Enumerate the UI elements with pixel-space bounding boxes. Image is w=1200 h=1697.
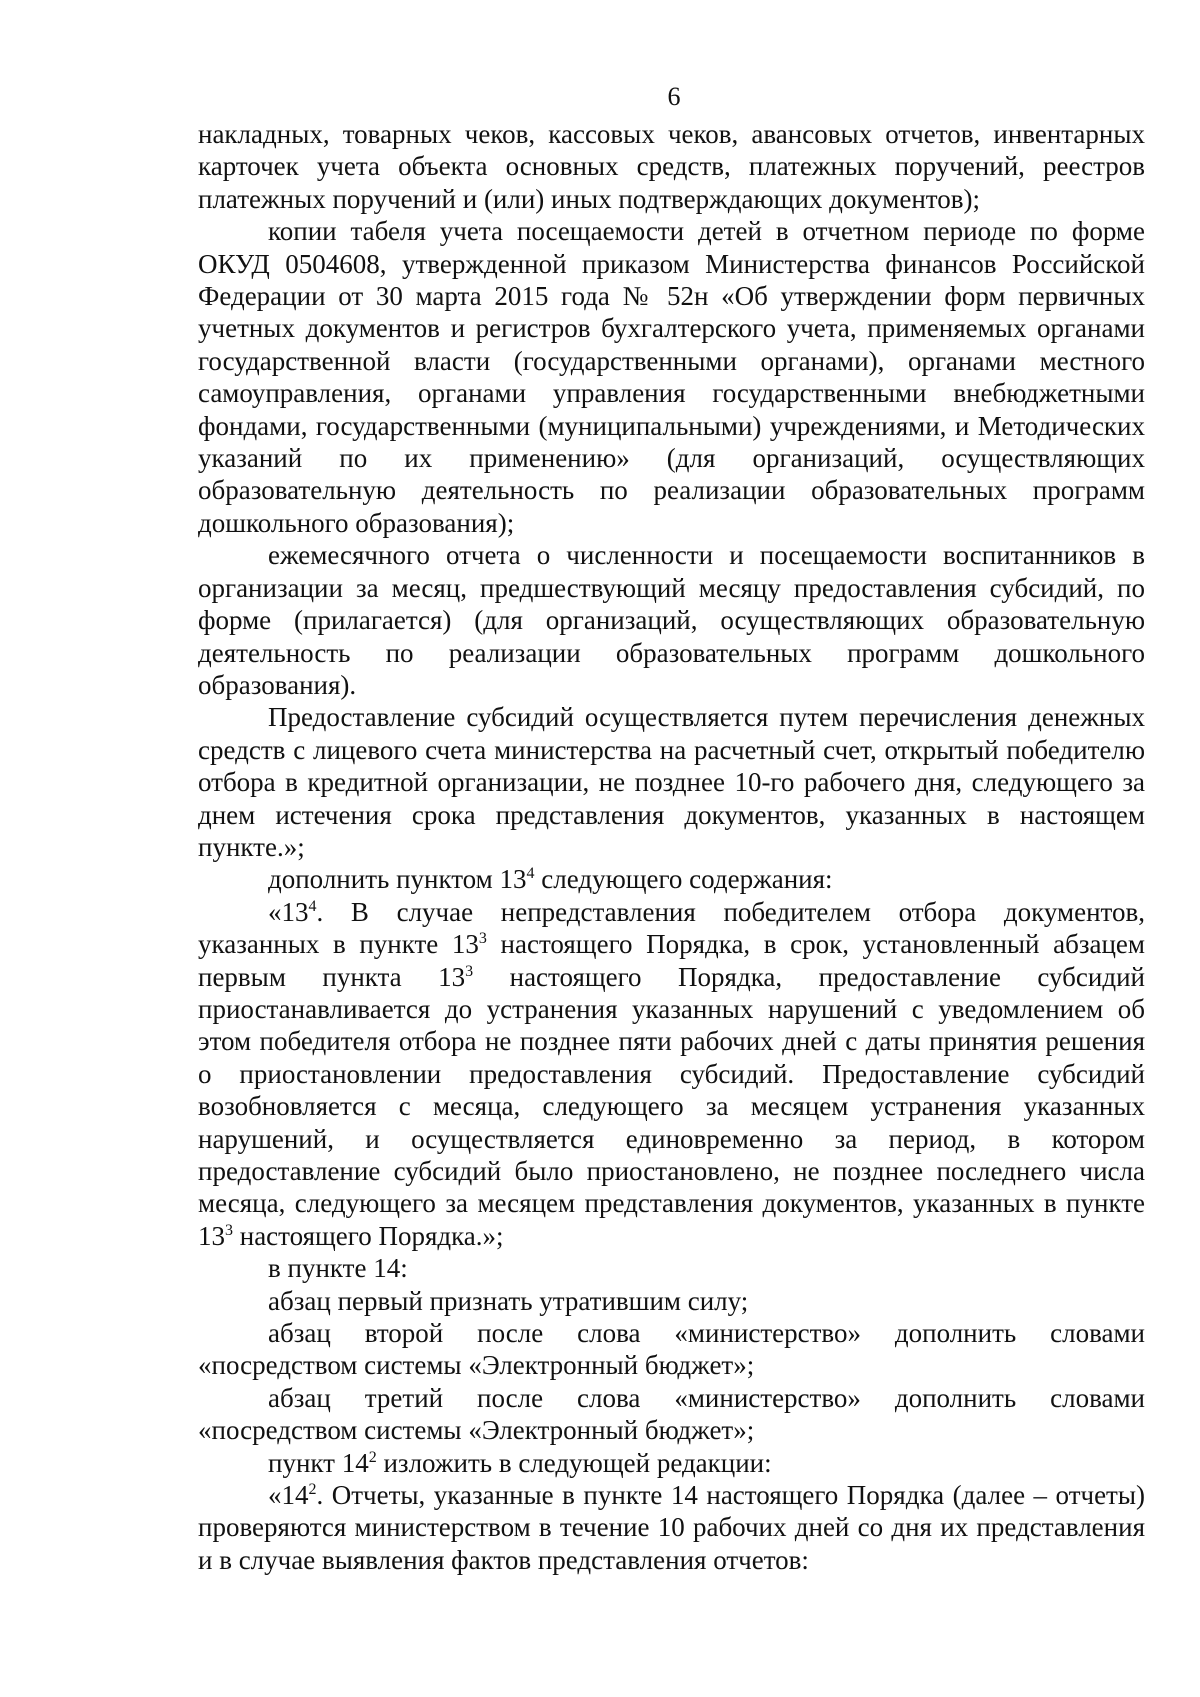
paragraph-subsidy-transfer: Предоставление субсидий осуществляется путем перечисления денежных средств с лицевого счета министерства на расчетный счет, открытый победителю отбора в кредитной организации, не позднее 10-го рабочего дня, следующего за днем истечения срока представления документов, указанных в настоящем пункте.»; — [198, 702, 1145, 862]
paragraph-abzac-first: абзац первый признать утратившим силу; — [268, 1285, 749, 1316]
paragraph-clause-14-2-text: «$14^2$. Отчеты, указанные в пункте 14 настоящего Порядка (далее – отчеты) проверяются министерством в течение 10 рабочих дней со дня их представления и в случае выявления фактов представления отчетов: — [198, 1480, 1145, 1575]
paragraph-monthly-report: ежемесячного отчета о численности и посещаемости воспитанников в организации за месяц, предшествующий месяцу предоставления субсидий, по форме (прилагается) (для организаций, осуществляющих образовательную деятельность по реализации образовательных программ дошкольного образования). — [198, 540, 1145, 700]
paragraph-add-clause-13-4: дополнить пунктом $13^4$ следующего содержания: — [268, 864, 833, 895]
document-body — [198, 118, 1145, 1576]
paragraph-abzac-second: абзац второй после слова «министерство» дополнить словами «посредством системы «Электронный бюджет»; — [198, 1318, 1145, 1381]
paragraph-abzac-third: абзац третий после слова «министерство» дополнить словами «посредством системы «Электронный бюджет»; — [198, 1382, 1145, 1446]
page-number: 6 — [667, 82, 681, 111]
paragraph-documents-list-continuation: накладных, товарных чеков, кассовых чеков, авансовых отчетов, инвентарных карточек учета объекта основных средств, платежных поручений, реестров платежных поручений и (или) иных подтверждающих документов); — [198, 119, 1145, 214]
paragraph-attendance-timesheet: копии табеля учета посещаемости детей в отчетном периоде по форме ОКУД 0504608, утвержденной приказом Министерства финансов Российской Федерации от 30 марта 2015 года № 52н «Об утверждении форм первичных учетных документов и регистров бухгалтерского учета, применяемых органами государственной власти (государственными органами), органами местного самоуправления, органами управления государственными внебюджетными фондами, государственными (муниципальными) учреждениями, и Методических указаний по их применению» (для организаций, осуществляющих образовательную деятельность по реализации образовательных программ дошкольного образования); — [198, 216, 1145, 538]
paragraph-in-clause-14: в пункте 14: — [268, 1253, 408, 1284]
paragraph-clause-13-4-text: «$13^4$. В случае непредставления победителем отбора документов, указанных в пункте $13^3$ настоящего Порядка, в срок, установленный абзацем первым пункта $13^3$ настоящего Порядка, предоставление субсидий приостанавливается до устранения указанных нарушений с уведомлением об этом победителя отбора не позднее пяти рабочих дней с даты принятия решения о приостановлении предоставления субсидий. Предоставление субсидий возобновляется с месяца, следующего за месяцем устранения указанных нарушений, и осуществляется единовременно за период, в котором предоставление субсидий было приостановлено, не позднее последнего числа месяца, следующего за месяцем представления документов, указанных в пункте $13^3$ настоящего Порядка.»; — [198, 896, 1146, 1251]
paragraph-clause-14-2-heading: пункт $14^2$ изложить в следующей редакции: — [268, 1447, 772, 1478]
